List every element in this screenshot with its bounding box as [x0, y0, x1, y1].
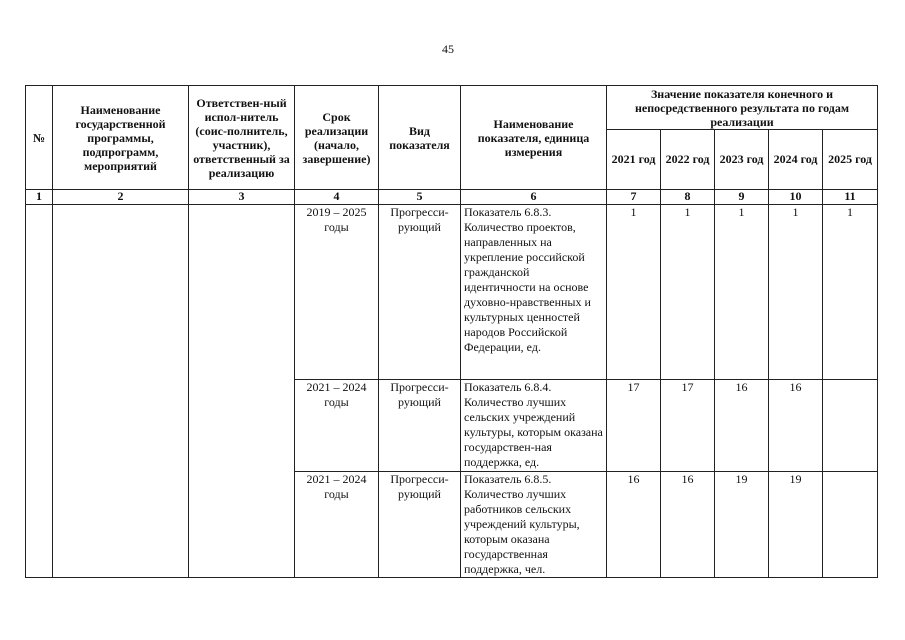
cell-no-empty	[26, 205, 53, 578]
cell-value-2024: 1	[769, 205, 823, 380]
page-number: 45	[442, 42, 454, 56]
column-number: 3	[189, 190, 295, 205]
cell-value-2021: 17	[607, 380, 661, 472]
column-number: 11	[823, 190, 878, 205]
header-indicator: Наименование показателя, единица измерения	[461, 86, 607, 190]
cell-value-2021: 1	[607, 205, 661, 380]
header-program: Наименование государственной программы, подпрограмм, мероприятий	[53, 86, 189, 190]
cell-term: 2021 – 2024 годы	[295, 472, 379, 578]
cell-term: 2019 – 2025 годы	[295, 205, 379, 380]
cell-value-2021: 16	[607, 472, 661, 578]
cell-value-2025	[823, 472, 878, 578]
cell-indicator: Показатель 6.8.3. Количество проектов, направленных на укрепление российской гражданской идентичности на основе духовно-нравственных и культурных ценностей народов Российской Федерации, ед.	[461, 205, 607, 380]
cell-kind: Прогресси-рующий	[379, 205, 461, 380]
column-number: 10	[769, 190, 823, 205]
cell-indicator: Показатель 6.8.4. Количество лучших сельских учреждений культуры, которым оказана государствен-ная поддержка, ед.	[461, 380, 607, 472]
header-year-2025: 2025 год	[823, 130, 878, 190]
header-executor: Ответствен-ный испол-нитель (соис-полнитель, участник), ответственный за реализацию	[189, 86, 295, 190]
cell-kind: Прогресси-рующий	[379, 472, 461, 578]
header-no: №	[26, 86, 53, 190]
column-number: 4	[295, 190, 379, 205]
header-kind: Вид показателя	[379, 86, 461, 190]
header-year-2021: 2021 год	[607, 130, 661, 190]
header-year-2022: 2022 год	[661, 130, 715, 190]
column-number: 5	[379, 190, 461, 205]
column-number: 8	[661, 190, 715, 205]
cell-value-2024: 16	[769, 380, 823, 472]
header-values-title: Значение показателя конечного и непосредственного результата по годам реализации	[607, 86, 878, 130]
cell-value-2023: 16	[715, 380, 769, 472]
column-number: 7	[607, 190, 661, 205]
cell-value-2023: 19	[715, 472, 769, 578]
cell-executor-empty	[189, 205, 295, 578]
header-term: Срок реализации (начало, завершение)	[295, 86, 379, 190]
column-number: 9	[715, 190, 769, 205]
cell-value-2022: 16	[661, 472, 715, 578]
column-number: 6	[461, 190, 607, 205]
header-year-2024: 2024 год	[769, 130, 823, 190]
column-numbers-row	[26, 190, 878, 205]
column-number: 1	[26, 190, 53, 205]
cell-indicator: Показатель 6.8.5. Количество лучших работников сельских учреждений культуры, которым оказана государственная поддержка, чел.	[461, 472, 607, 578]
cell-value-2022: 1	[661, 205, 715, 380]
table-row	[26, 205, 878, 380]
column-number: 2	[53, 190, 189, 205]
header-year-2023: 2023 год	[715, 130, 769, 190]
cell-value-2023: 1	[715, 205, 769, 380]
cell-value-2025: 1	[823, 205, 878, 380]
cell-term: 2021 – 2024 годы	[295, 380, 379, 472]
indicators-table	[25, 85, 878, 578]
cell-program-empty	[53, 205, 189, 578]
cell-kind: Прогресси-рующий	[379, 380, 461, 472]
cell-value-2024: 19	[769, 472, 823, 578]
cell-value-2022: 17	[661, 380, 715, 472]
cell-value-2025	[823, 380, 878, 472]
